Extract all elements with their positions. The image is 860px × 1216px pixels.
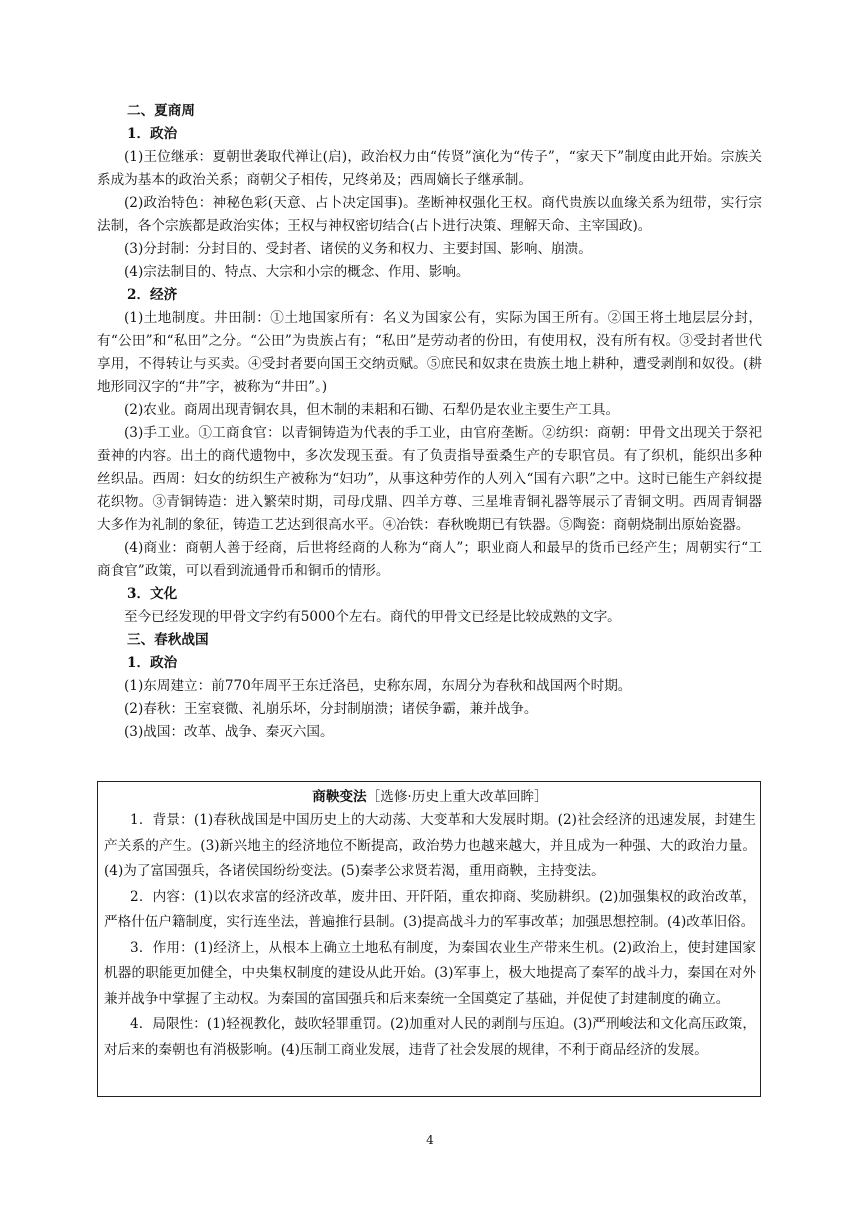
paragraph: (1)东周建立：前770年周平王东迁洛邑，史称东周，东周分为春秋和战国两个时期。 (124, 678, 632, 694)
paragraph: (1)土地制度。井田制：①土地国家所有：名义为国家公有，实际为国王所有。②国王将土地层层分封，有“公田”和“私田”之分。“公田”为贵族占有；“私田”是劳动者的份田，有使用权，没有所有权。③受封者世代享用，不得转让与买卖。④受封者要向国王交纳贡赋。⑤庶民和奴隶在贵族土地上耕种，遭受剥削和奴役。(耕地形同汉字的“井”字，被称为“井田”。) (97, 310, 762, 395)
paragraph: (3)战国：改革、战争、秦灭六国。 (124, 724, 334, 740)
box-title-note: ［选修·历史上重大改革回眸］ (366, 789, 548, 805)
box-paragraph: 3．作用：(1)经济上，从根本上确立土地私有制度，为秦国农业生产带来生机。(2)政治上，使封建国家机器的职能更加健全，中央集权制度的建设从此开始。(3)军事上，极大地提高了秦军的战斗力，秦国在对外兼并战争中掌握了主动权。为秦国的富国强兵和后来秦统一全国奠定了基础，并促使了封建制度的确立。 (104, 939, 756, 1007)
paragraph: (2)政治特色：神秘色彩(天意、占卜决定国事)。垄断神权强化王权。商代贵族以血缘关系为纽带，实行宗法制，各个宗族都是政治实体；王权与神权密切结合(占卜进行决策、理解天命、主宰国政)。 (97, 195, 762, 234)
section-heading-xia-shang-zhou: 二、夏商周 (127, 103, 195, 119)
subheading-economy: 2．经济 (127, 287, 178, 303)
page-number: 4 (426, 1133, 434, 1147)
paragraph: (1)王位继承：夏朝世袭取代禅让(启)，政治权力由“传贤”演化为“传子”，“家天下”制度由此开始。宗族关系成为基本的政治关系；商朝父子相传，兄终弟及；西周嫡长子继承制。 (97, 149, 762, 188)
paragraph: (2)春秋：王室衰微、礼崩乐坏，分封制崩溃；诸侯争霸，兼并战争。 (124, 701, 538, 717)
box-title-main: 商鞅变法 (312, 789, 367, 805)
paragraph: (4)宗法制目的、特点、大宗和小宗的概念、作用、影响。 (124, 264, 470, 280)
subheading-politics: 1．政治 (127, 655, 178, 671)
main-text (97, 100, 762, 744)
subheading-politics: 1．政治 (127, 126, 178, 142)
section-heading-chunqiu-zhanguo: 三、春秋战国 (127, 632, 209, 648)
box-paragraph: 4．局限性：(1)轻视教化，鼓吹轻罪重罚。(2)加重对人民的剥削与压迫。(3)严刑峻法和文化高压政策，对后来的秦朝也有消极影响。(4)压制工商业发展，违背了社会发展的规律，不利于商品经济的发展。 (104, 1016, 756, 1058)
paragraph: (3)分封制：分封目的、受封者、诸侯的义务和权力、主要封国、影响、崩溃。 (124, 241, 592, 257)
box-paragraph: 2．内容：(1)以农求富的经济改革，废井田、开阡陌，重农抑商、奖励耕织。(2)加强集权的政治改革，严格什伍户籍制度，实行连坐法，普遍推行县制。(3)提高战斗力的军事改革；加强思想控制。(4)改革旧俗。 (104, 888, 756, 930)
box-title (104, 786, 756, 808)
paragraph: (4)商业：商朝人善于经商，后世将经商的人称为“商人”；职业商人和最早的货币已经产生；周朝实行“工商食官”政策，可以看到流通骨币和铜币的情形。 (97, 540, 762, 579)
box-paragraph: 1．背景：(1)春秋战国是中国历史上的大动荡、大变革和大发展时期。(2)社会经济的迅速发展，封建生产关系的产生。(3)新兴地主的经济地位不断提高，政治势力也越来越大，并且成为一种强、大的政治力量。(4)为了富国强兵，各诸侯国纷纷变法。(5)秦孝公求贤若渴，重用商鞅，主持变法。 (104, 812, 756, 879)
subheading-culture: 3．文化 (127, 586, 178, 602)
paragraph: (2)农业。商周出现青铜农具，但木制的耒耜和石锄、石犁仍是农业主要生产工具。 (124, 402, 620, 418)
shang-yang-reform-box (97, 781, 761, 1097)
paragraph: (3)手工业。①工商食官：以青铜铸造为代表的手工业，由官府垄断。②纺织：商朝：甲骨文出现关于祭祀蚕神的内容。出土的商代遗物中，多次发现玉蚕。有了负责指导蚕桑生产的专职官员。有了织机，能织出多种丝织品。西周：妇女的纺织生产被称为“妇功”，从事这种劳作的人列入“国有六职”之中。这时已能生产斜纹提花织物。③青铜铸造：进入繁荣时期，司母戊鼎、四羊方尊、三星堆青铜礼器等展示了青铜文明。西周青铜器大多作为礼制的象征，铸造工艺达到很高水平。④冶铁：春秋晚期已有铁器。⑤陶瓷：商朝烧制出原始瓷器。 (97, 425, 762, 533)
paragraph: 至今已经发现的甲骨文字约有5000个左右。商代的甲骨文已经是比较成熟的文字。 (124, 609, 621, 625)
